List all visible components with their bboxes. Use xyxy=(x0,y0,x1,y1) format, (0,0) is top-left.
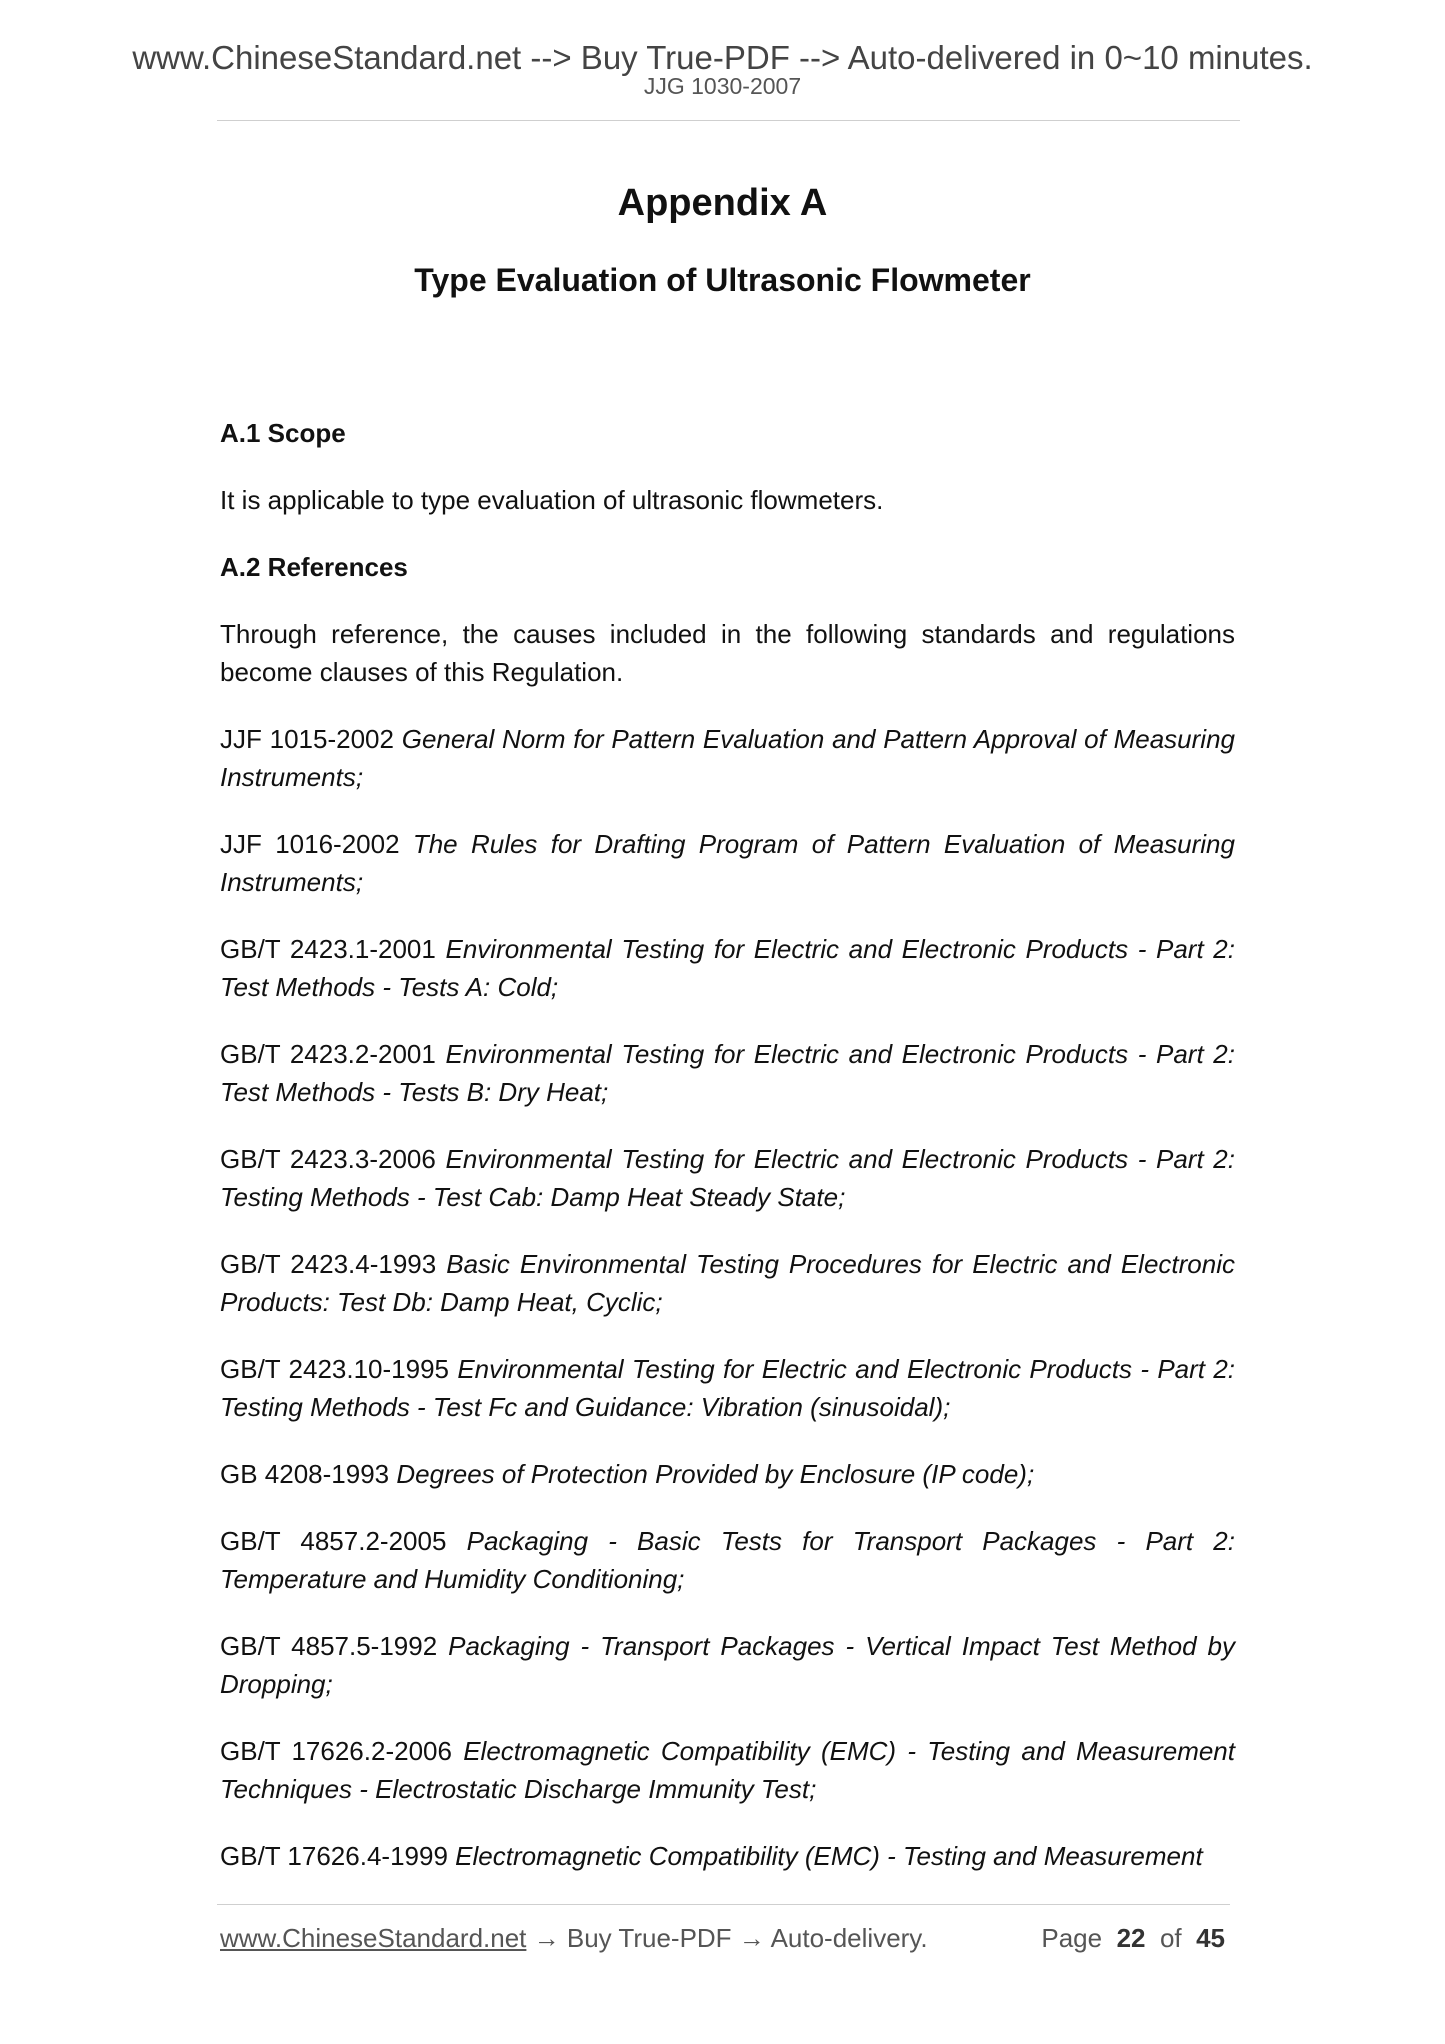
page-total: 45 xyxy=(1196,1923,1225,1953)
reference-code: GB/T 2423.3-2006 xyxy=(220,1144,436,1174)
reference-title: Basic Environmental Testing Procedures for Electric and Electronic Products: Test Db: Damp Heat, Cyclic; xyxy=(220,1249,1235,1317)
reference-item xyxy=(220,1837,1235,1875)
footer-tagline: → Buy True-PDF → Auto-delivery. xyxy=(526,1923,928,1953)
document-body xyxy=(220,414,1235,1904)
of-word: of xyxy=(1159,1923,1182,1953)
reference-item xyxy=(220,720,1235,796)
references-heading: A.2 References xyxy=(220,552,408,582)
reference-code: JJF 1016-2002 xyxy=(220,829,400,859)
appendix-title: Appendix A xyxy=(617,182,828,224)
reference-item xyxy=(220,1627,1235,1703)
reference-item xyxy=(220,825,1235,901)
top-banner: www.ChineseStandard.net --> Buy True-PDF --> Auto-delivered in 0~10 minutes. xyxy=(132,39,1313,76)
footer-divider xyxy=(217,1904,1230,1905)
page-indicator xyxy=(1041,1918,1225,1958)
references-intro: Through reference, the causes included in the following standards and regulations become clauses of this Regulation. xyxy=(220,619,1235,687)
reference-item xyxy=(220,1455,1235,1493)
reference-code: GB/T 4857.2-2005 xyxy=(220,1526,447,1556)
reference-title: Packaging - Basic Tests for Transport Packages - Part 2: Temperature and Humidity Conditioning; xyxy=(220,1526,1235,1594)
reference-title: Environmental Testing for Electric and Electronic Products - Part 2: Test Methods - Tests B: Dry Heat; xyxy=(220,1039,1235,1107)
reference-title: General Norm for Pattern Evaluation and Pattern Approval of Measuring Instruments; xyxy=(220,724,1235,792)
reference-title: Environmental Testing for Electric and Electronic Products - Part 2: Testing Methods - Test Cab: Damp Heat Steady State; xyxy=(220,1144,1235,1212)
reference-title: Environmental Testing for Electric and Electronic Products - Part 2: Test Methods - Tests A: Cold; xyxy=(220,934,1235,1002)
reference-title: Environmental Testing for Electric and Electronic Products - Part 2: Testing Methods - Test Fc and Guidance: Vibration (sinusoidal); xyxy=(220,1354,1235,1422)
reference-title: Electromagnetic Compatibility (EMC) - Testing and Measurement Techniques - Electrostatic Discharge Immunity Test; xyxy=(220,1736,1235,1804)
reference-title: The Rules for Drafting Program of Pattern Evaluation of Measuring Instruments; xyxy=(220,829,1235,897)
reference-item xyxy=(220,1140,1235,1216)
reference-title: Packaging - Transport Packages - Vertical Impact Test Method by Dropping; xyxy=(220,1631,1235,1699)
reference-code: JJF 1015-2002 xyxy=(220,724,394,754)
reference-code: GB/T 17626.4-1999 xyxy=(220,1841,448,1871)
reference-code: GB 4208-1993 xyxy=(220,1459,390,1489)
page-footer xyxy=(220,1918,1225,1958)
reference-code: GB/T 2423.4-1993 xyxy=(220,1249,437,1279)
reference-code: GB/T 2423.2-2001 xyxy=(220,1039,436,1069)
reference-item xyxy=(220,1350,1235,1426)
reference-code: GB/T 4857.5-1992 xyxy=(220,1631,438,1661)
reference-item xyxy=(220,1245,1235,1321)
page-number: 22 xyxy=(1116,1923,1146,1953)
reference-title: Electromagnetic Compatibility (EMC) - Testing and Measurement xyxy=(455,1841,1203,1871)
footer-site-link[interactable]: www.ChineseStandard.net xyxy=(220,1923,527,1953)
reference-item xyxy=(220,930,1235,1006)
reference-code: GB/T 17626.2-2006 xyxy=(220,1736,452,1766)
page-word: Page xyxy=(1041,1923,1103,1953)
reference-code: GB/T 2423.10-1995 xyxy=(220,1354,449,1384)
reference-item xyxy=(220,1522,1235,1598)
reference-code: GB/T 2423.1-2001 xyxy=(220,934,436,964)
scope-heading: A.1 Scope xyxy=(220,418,346,448)
reference-title: Degrees of Protection Provided by Enclosure (IP code); xyxy=(396,1459,1035,1489)
header-divider xyxy=(217,120,1240,121)
reference-item xyxy=(220,1035,1235,1111)
appendix-subtitle: Type Evaluation of Ultrasonic Flowmeter xyxy=(414,262,1031,298)
scope-text: It is applicable to type evaluation of ultrasonic flowmeters. xyxy=(220,485,884,515)
reference-item xyxy=(220,1732,1235,1808)
standard-code: JJG 1030-2007 xyxy=(643,73,802,99)
